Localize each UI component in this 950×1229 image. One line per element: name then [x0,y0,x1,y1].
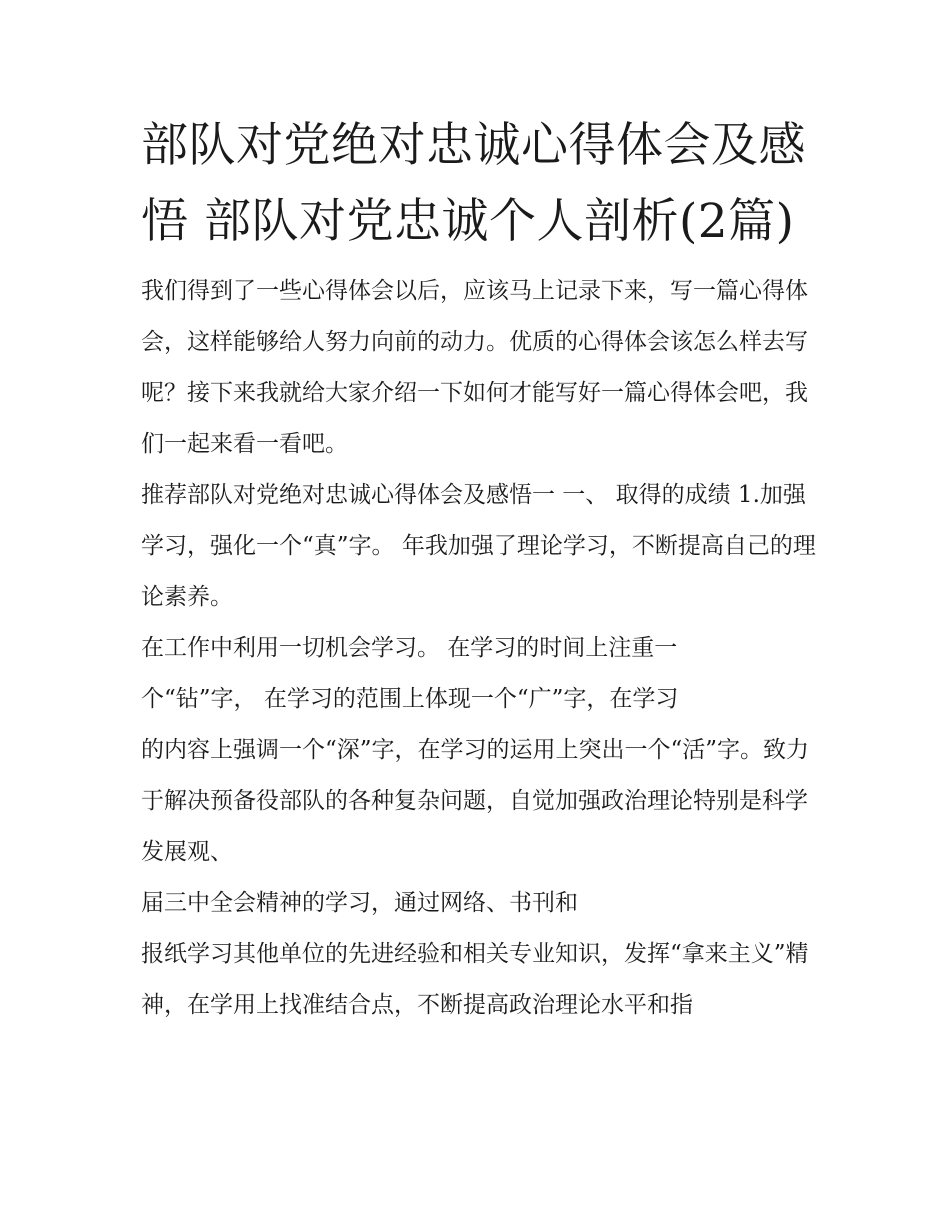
paragraph-study-scope: 个“钻”字， 在学习的范围上体现一个“广”字，在学习 [141,686,679,712]
paragraph-plenum-study: 届三中全会精神的学习，通过网络、书刊和 [141,890,578,916]
paragraph-study-time: 在工作中利用一切机会学习。 在学习的时间上注重一 [141,635,678,661]
document-content [141,108,821,1031]
paragraph-study-content: 的内容上强调一个“深”字，在学习的运用上突出一个“活”字。致力于解决预备役部队的各种复杂问题，自觉加强政治理论特别是科学发展观、 [141,737,810,865]
document-title: 部队对党绝对忠诚心得体会及感悟 部队对党忠诚个人剖析(2篇) [141,118,806,249]
paragraph-learning-experience: 报纸学习其他单位的先进经验和相关专业知识，发挥“拿来主义”精神，在学用上找准结合点，不断提高政治理论水平和指 [141,941,809,1018]
paragraph-intro: 我们得到了一些心得体会以后，应该马上记录下来，写一篇心得体会，这样能够给人努力向前的动力。优质的心得体会该怎么样去写呢？接下来我就给大家介绍一下如何才能写好一篇心得体会吧，我们一起来看一看吧。 [141,278,808,457]
paragraph-achievements: 推荐部队对党绝对忠诚心得体会及感悟一 一、 取得的成绩 1.加强学习，强化一个“真”字。 年我加强了理论学习，不断提高自己的理论素养。 [141,482,816,610]
